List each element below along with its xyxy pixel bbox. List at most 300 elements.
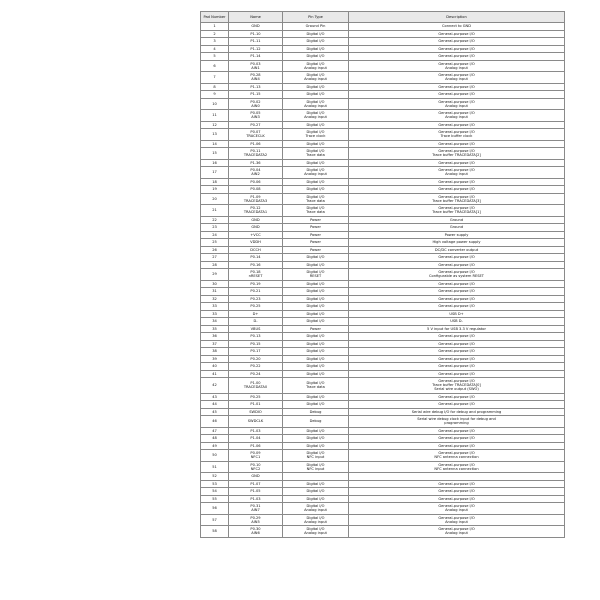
table-row: [201, 129, 565, 141]
cell-name: P0.11 TRACEDATA2: [229, 148, 283, 160]
cell-pin-type: Digital I/O: [283, 295, 349, 303]
cell-pin-type: Digital I/O: [283, 45, 349, 53]
table-row: [201, 378, 565, 394]
table-row: [201, 110, 565, 122]
cell-pad-number: 51: [201, 461, 229, 473]
table-row: [201, 148, 565, 160]
cell-pin-type: Digital I/O: [283, 480, 349, 488]
table-row: [201, 224, 565, 232]
cell-name: SWDIO: [229, 408, 283, 416]
cell-description: Connect to GND: [349, 23, 565, 31]
cell-description: Ground: [349, 216, 565, 224]
cell-pad-number: 31: [201, 288, 229, 296]
cell-name: P1.14: [229, 53, 283, 61]
cell-pin-type: Digital I/O: [283, 348, 349, 356]
cell-description: General-purpose I/O Trace buffer clock: [349, 129, 565, 141]
table-row: [201, 280, 565, 288]
cell-pad-number: 16: [201, 159, 229, 167]
cell-pin-type: Digital I/O: [283, 355, 349, 363]
cell-pin-type: Digital I/O: [283, 83, 349, 91]
cell-description: General-purpose I/O NFC antenna connection: [349, 461, 565, 473]
cell-pad-number: 56: [201, 503, 229, 515]
cell-pad-number: 44: [201, 401, 229, 409]
cell-pin-type: Digital I/O: [283, 442, 349, 450]
cell-name: GND: [229, 23, 283, 31]
table-row: [201, 72, 565, 84]
cell-pad-number: 28: [201, 261, 229, 269]
cell-name: DCCH: [229, 246, 283, 254]
cell-description: General-purpose I/O: [349, 370, 565, 378]
cell-pin-type: Digital I/O: [283, 488, 349, 496]
cell-name: P0.29 AIN5: [229, 514, 283, 526]
cell-description: General-purpose I/O: [349, 38, 565, 46]
cell-pin-type: Digital I/O Analog input: [283, 526, 349, 538]
cell-name: P0.12 TRACEDATA1: [229, 205, 283, 217]
table-row: [201, 167, 565, 179]
table-row: [201, 295, 565, 303]
cell-pad-number: 30: [201, 280, 229, 288]
table-row: [201, 159, 565, 167]
table-row: [201, 121, 565, 129]
table-row: [201, 503, 565, 515]
table-row: [201, 427, 565, 435]
cell-pad-number: 55: [201, 495, 229, 503]
table-row: [201, 193, 565, 205]
cell-pad-number: 48: [201, 435, 229, 443]
cell-pad-number: 15: [201, 148, 229, 160]
cell-pad-number: 3: [201, 38, 229, 46]
cell-description: General-purpose I/O: [349, 442, 565, 450]
cell-description: General-purpose I/O: [349, 140, 565, 148]
cell-pad-number: 58: [201, 526, 229, 538]
cell-description: 5 V input for USB 3.3 V regulator: [349, 325, 565, 333]
table-row: [201, 318, 565, 326]
cell-name: P0.25: [229, 303, 283, 311]
cell-description: General-purpose I/O: [349, 333, 565, 341]
cell-pin-type: Power: [283, 246, 349, 254]
cell-description: General-purpose I/O: [349, 363, 565, 371]
cell-description: General-purpose I/O: [349, 488, 565, 496]
cell-pin-type: Digital I/O: [283, 427, 349, 435]
cell-pad-number: 6: [201, 60, 229, 72]
cell-name: GND: [229, 224, 283, 232]
cell-pin-type: Digital I/O: [283, 280, 349, 288]
cell-pin-type: Digital I/O: [283, 333, 349, 341]
cell-pin-type: Digital I/O: [283, 288, 349, 296]
cell-name: P0.23: [229, 295, 283, 303]
table-row: [201, 246, 565, 254]
table-row: [201, 140, 565, 148]
cell-pad-number: 38: [201, 348, 229, 356]
cell-pad-number: 13: [201, 129, 229, 141]
cell-pad-number: 57: [201, 514, 229, 526]
cell-pin-type: Digital I/O: [283, 53, 349, 61]
table-row: [201, 98, 565, 110]
cell-description: USB D+: [349, 310, 565, 318]
cell-pad-number: 8: [201, 83, 229, 91]
cell-name: GND: [229, 216, 283, 224]
table-row: [201, 205, 565, 217]
cell-name: P0.15: [229, 340, 283, 348]
cell-pin-type: Digital I/O: [283, 30, 349, 38]
table-row: [201, 310, 565, 318]
cell-description: General-purpose I/O Analog input: [349, 110, 565, 122]
cell-pin-type: Ground Pin: [283, 23, 349, 31]
table-row: [201, 514, 565, 526]
cell-pad-number: 2: [201, 30, 229, 38]
cell-description: General-purpose I/O: [349, 295, 565, 303]
cell-pad-number: 7: [201, 72, 229, 84]
cell-description: General-purpose I/O: [349, 254, 565, 262]
cell-pin-type: Digital I/O Analog input: [283, 60, 349, 72]
cell-description: General-purpose I/O Analog input: [349, 167, 565, 179]
cell-description: General-purpose I/O: [349, 83, 565, 91]
cell-description: General-purpose I/O: [349, 427, 565, 435]
cell-description: General-purpose I/O Analog input: [349, 514, 565, 526]
cell-description: [349, 473, 565, 481]
table-row: [201, 269, 565, 281]
cell-pad-number: 53: [201, 480, 229, 488]
table-row: [201, 488, 565, 496]
table-row: [201, 450, 565, 462]
cell-pin-type: Power: [283, 224, 349, 232]
cell-pin-type: Digital I/O Trace clock: [283, 129, 349, 141]
cell-pad-number: 1: [201, 23, 229, 31]
cell-description: General-purpose I/O: [349, 159, 565, 167]
cell-name: P0.18 nRESET: [229, 269, 283, 281]
cell-name: P0.17: [229, 348, 283, 356]
header-pin-type: Pin Type: [283, 12, 349, 23]
cell-name: P0.05 AIN3: [229, 110, 283, 122]
cell-description: General-purpose I/O: [349, 30, 565, 38]
cell-pin-type: [283, 473, 349, 481]
table-row: [201, 442, 565, 450]
cell-pad-number: 14: [201, 140, 229, 148]
cell-name: P0.27: [229, 121, 283, 129]
cell-pin-type: Digital I/O: [283, 370, 349, 378]
cell-pin-type: Digital I/O: [283, 178, 349, 186]
cell-description: General-purpose I/O: [349, 393, 565, 401]
cell-name: D-: [229, 318, 283, 326]
cell-pad-number: 23: [201, 224, 229, 232]
header-pad-number: Pad Number: [201, 12, 229, 23]
cell-name: P0.30 AIN6: [229, 526, 283, 538]
cell-pin-type: Digital I/O NFC input: [283, 450, 349, 462]
cell-description: General-purpose I/O: [349, 348, 565, 356]
cell-name: P1.36: [229, 159, 283, 167]
cell-pad-number: 9: [201, 91, 229, 99]
cell-description: DC/DC converter output: [349, 246, 565, 254]
cell-description: General-purpose I/O: [349, 178, 565, 186]
cell-pad-number: 52: [201, 473, 229, 481]
cell-description: General-purpose I/O Analog input: [349, 98, 565, 110]
cell-pad-number: 12: [201, 121, 229, 129]
cell-pin-type: Digital I/O RESET: [283, 269, 349, 281]
cell-description: General-purpose I/O: [349, 261, 565, 269]
cell-name: VBUS: [229, 325, 283, 333]
cell-description: General-purpose I/O: [349, 186, 565, 194]
cell-name: P1.07: [229, 480, 283, 488]
table-row: [201, 254, 565, 262]
cell-name: P0.13: [229, 333, 283, 341]
table-row: [201, 303, 565, 311]
cell-description: General-purpose I/O: [349, 53, 565, 61]
cell-name: P0.21: [229, 288, 283, 296]
cell-pin-type: Power: [283, 216, 349, 224]
cell-description: General-purpose I/O: [349, 401, 565, 409]
cell-pin-type: Digital I/O Trace data: [283, 205, 349, 217]
cell-pin-type: Digital I/O: [283, 303, 349, 311]
cell-name: P1.09 TRACEDATA3: [229, 193, 283, 205]
cell-pad-number: 11: [201, 110, 229, 122]
table-row: [201, 186, 565, 194]
cell-name: P1.12: [229, 45, 283, 53]
cell-name: P1.15: [229, 91, 283, 99]
cell-pad-number: 10: [201, 98, 229, 110]
cell-name: P1.03: [229, 427, 283, 435]
cell-pad-number: 19: [201, 186, 229, 194]
cell-pad-number: 24: [201, 231, 229, 239]
cell-pin-type: Power: [283, 239, 349, 247]
cell-pin-type: Digital I/O: [283, 393, 349, 401]
cell-pad-number: 39: [201, 355, 229, 363]
cell-pin-type: Digital I/O: [283, 91, 349, 99]
cell-name: P1.00 TRACEDATA0: [229, 378, 283, 394]
cell-pad-number: 33: [201, 310, 229, 318]
cell-name: P0.25: [229, 393, 283, 401]
cell-name: P0.10 NFC2: [229, 461, 283, 473]
table-row: [201, 473, 565, 481]
cell-name: P1.01: [229, 401, 283, 409]
cell-description: General-purpose I/O Analog input: [349, 503, 565, 515]
cell-description: Serial wire debug I/O for debug and programming: [349, 408, 565, 416]
cell-pad-number: 18: [201, 178, 229, 186]
table-row: [201, 288, 565, 296]
table-row: [201, 60, 565, 72]
cell-pad-number: 45: [201, 408, 229, 416]
cell-pad-number: 26: [201, 246, 229, 254]
cell-name: P1.13: [229, 83, 283, 91]
cell-description: General-purpose I/O: [349, 435, 565, 443]
cell-pad-number: 21: [201, 205, 229, 217]
cell-pin-type: Digital I/O: [283, 261, 349, 269]
cell-pad-number: 34: [201, 318, 229, 326]
cell-name: P1.03: [229, 495, 283, 503]
cell-pad-number: 35: [201, 325, 229, 333]
cell-description: Power supply: [349, 231, 565, 239]
cell-name: D+: [229, 310, 283, 318]
table-row: [201, 83, 565, 91]
cell-name: P0.04 AIN2: [229, 167, 283, 179]
table-row: [201, 401, 565, 409]
cell-name: P0.24: [229, 370, 283, 378]
cell-name: P0.03 AIN1: [229, 60, 283, 72]
table-row: [201, 340, 565, 348]
table-row: [201, 495, 565, 503]
cell-name: P0.08: [229, 186, 283, 194]
table-row: [201, 325, 565, 333]
cell-pad-number: 43: [201, 393, 229, 401]
cell-pad-number: 29: [201, 269, 229, 281]
cell-description: General-purpose I/O Trace buffer TRACEDATA[1]: [349, 205, 565, 217]
header-name: Name: [229, 12, 283, 23]
cell-description: General-purpose I/O: [349, 303, 565, 311]
cell-pin-type: Digital I/O: [283, 38, 349, 46]
cell-name: P0.07 TRACECLK: [229, 129, 283, 141]
cell-description: General-purpose I/O: [349, 91, 565, 99]
cell-description: General-purpose I/O: [349, 340, 565, 348]
cell-pad-number: 54: [201, 488, 229, 496]
cell-pin-type: Debug: [283, 408, 349, 416]
cell-pin-type: Digital I/O: [283, 310, 349, 318]
table-row: [201, 239, 565, 247]
cell-description: General-purpose I/O Analog input: [349, 72, 565, 84]
cell-pin-type: Digital I/O Analog input: [283, 503, 349, 515]
cell-pin-type: Digital I/O Analog input: [283, 110, 349, 122]
table-row: [201, 30, 565, 38]
cell-pad-number: 41: [201, 370, 229, 378]
cell-pin-type: Digital I/O: [283, 254, 349, 262]
table-row: [201, 363, 565, 371]
cell-pin-type: Digital I/O: [283, 140, 349, 148]
cell-description: General-purpose I/O Trace buffer TRACEDATA[3]: [349, 193, 565, 205]
cell-description: General-purpose I/O Configurable as system RESET: [349, 269, 565, 281]
cell-description: General-purpose I/O: [349, 280, 565, 288]
cell-pin-type: Digital I/O Trace data: [283, 193, 349, 205]
table-row: [201, 231, 565, 239]
cell-pad-number: 17: [201, 167, 229, 179]
cell-pad-number: 20: [201, 193, 229, 205]
cell-pin-type: Digital I/O Analog input: [283, 167, 349, 179]
table-row: [201, 461, 565, 473]
cell-description: General-purpose I/O Trace buffer TRACEDATA[0] Serial wire output (SWO): [349, 378, 565, 394]
table-row: [201, 23, 565, 31]
cell-description: General-purpose I/O Analog input: [349, 526, 565, 538]
table-row: [201, 355, 565, 363]
cell-pad-number: 4: [201, 45, 229, 53]
cell-pad-number: 37: [201, 340, 229, 348]
cell-description: Serial wire debug clock input for debug and programming: [349, 416, 565, 428]
cell-pin-type: Digital I/O Analog input: [283, 98, 349, 110]
cell-pad-number: 46: [201, 416, 229, 428]
cell-pin-type: Digital I/O NFC input: [283, 461, 349, 473]
cell-description: Ground: [349, 224, 565, 232]
cell-pin-type: Digital I/O: [283, 159, 349, 167]
cell-name: GND: [229, 473, 283, 481]
header-description: Description: [349, 12, 565, 23]
cell-pin-type: Debug: [283, 416, 349, 428]
cell-pin-type: Digital I/O: [283, 495, 349, 503]
cell-pin-type: Digital I/O Analog input: [283, 72, 349, 84]
cell-description: General-purpose I/O: [349, 355, 565, 363]
cell-description: General-purpose I/O Analog input: [349, 60, 565, 72]
table-row: [201, 53, 565, 61]
cell-name: P0.09 NFC1: [229, 450, 283, 462]
cell-pad-number: 22: [201, 216, 229, 224]
cell-name: +VCC: [229, 231, 283, 239]
cell-description: General-purpose I/O: [349, 45, 565, 53]
cell-pad-number: 47: [201, 427, 229, 435]
cell-name: P1.04: [229, 435, 283, 443]
cell-description: General-purpose I/O: [349, 121, 565, 129]
cell-name: VDDH: [229, 239, 283, 247]
cell-pad-number: 50: [201, 450, 229, 462]
cell-name: P1.10: [229, 30, 283, 38]
table-row: [201, 216, 565, 224]
cell-name: P1.06: [229, 140, 283, 148]
table-row: [201, 526, 565, 538]
table-row: [201, 45, 565, 53]
cell-pin-type: Digital I/O Analog input: [283, 514, 349, 526]
table-row: [201, 393, 565, 401]
cell-pin-type: Digital I/O: [283, 401, 349, 409]
cell-pad-number: 27: [201, 254, 229, 262]
table-row: [201, 91, 565, 99]
cell-pin-type: Digital I/O: [283, 318, 349, 326]
cell-pin-type: Digital I/O: [283, 363, 349, 371]
cell-pin-type: Digital I/O Trace data: [283, 378, 349, 394]
cell-pad-number: 49: [201, 442, 229, 450]
cell-pad-number: 40: [201, 363, 229, 371]
cell-name: P0.19: [229, 280, 283, 288]
cell-pad-number: 33: [201, 303, 229, 311]
cell-name: P0.31 AIN7: [229, 503, 283, 515]
cell-pad-number: 32: [201, 295, 229, 303]
cell-name: P0.14: [229, 254, 283, 262]
cell-description: USB D-: [349, 318, 565, 326]
table-row: [201, 480, 565, 488]
cell-pin-type: Power: [283, 325, 349, 333]
cell-name: P1.06: [229, 442, 283, 450]
pin-table-body: [201, 23, 565, 538]
cell-name: P0.02 AIN0: [229, 98, 283, 110]
cell-pad-number: 5: [201, 53, 229, 61]
cell-name: P1.05: [229, 488, 283, 496]
cell-name: P0.28 AIN4: [229, 72, 283, 84]
header-row: [201, 12, 565, 23]
cell-pin-type: Digital I/O: [283, 186, 349, 194]
table-row: [201, 261, 565, 269]
table-row: [201, 348, 565, 356]
cell-pin-type: Digital I/O Trace data: [283, 148, 349, 160]
table-row: [201, 370, 565, 378]
cell-name: SWDCLK: [229, 416, 283, 428]
cell-description: General-purpose I/O Trace buffer TRACEDATA[2]: [349, 148, 565, 160]
cell-name: P0.06: [229, 178, 283, 186]
table-row: [201, 178, 565, 186]
table-row: [201, 416, 565, 428]
cell-description: General-purpose I/O NFC antenna connection: [349, 450, 565, 462]
cell-pin-type: Digital I/O: [283, 340, 349, 348]
cell-pad-number: 42: [201, 378, 229, 394]
cell-pin-type: Digital I/O: [283, 435, 349, 443]
cell-pin-type: Power: [283, 231, 349, 239]
table-row: [201, 38, 565, 46]
cell-name: P0.20: [229, 355, 283, 363]
cell-description: General-purpose I/O: [349, 495, 565, 503]
pin-table: [200, 11, 565, 538]
cell-pad-number: 25: [201, 239, 229, 247]
cell-name: P1.11: [229, 38, 283, 46]
cell-name: P0.22: [229, 363, 283, 371]
table-row: [201, 408, 565, 416]
cell-pin-type: Digital I/O: [283, 121, 349, 129]
cell-name: P0.16: [229, 261, 283, 269]
cell-description: General-purpose I/O: [349, 480, 565, 488]
table-row: [201, 333, 565, 341]
cell-description: General-purpose I/O: [349, 288, 565, 296]
pin-table-header: [201, 12, 565, 23]
